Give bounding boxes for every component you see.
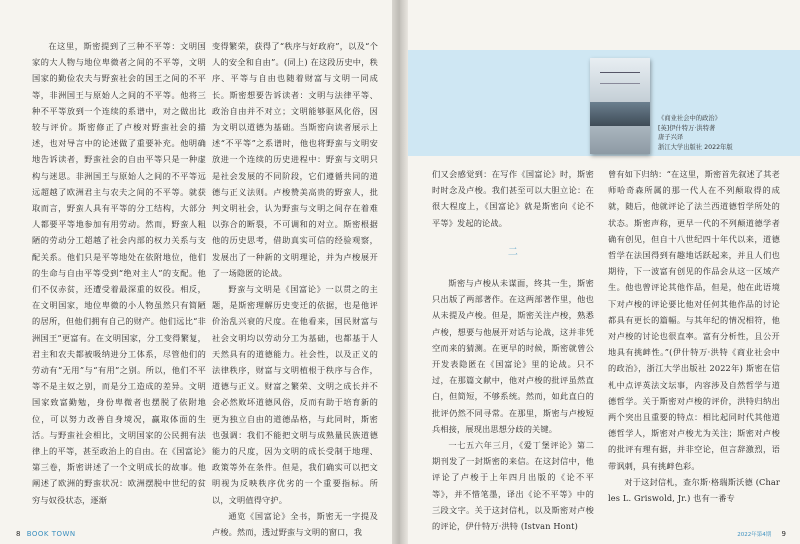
right-page-column-1	[432, 166, 594, 532]
book-translator: 唐子兴译	[658, 134, 684, 142]
paragraph: 在这里，斯密提到了三种不平等：文明国家的大人物与地位卑微者之间的不平等，文明国家的勤俭农夫与野蛮社会的国王之间的不平等，非洲国王与原始人之间的不平等。他将三种不平等放到一个连续的系谱中，对之做出比较与评价。斯密修正了卢梭对野蛮社会的描述，也对导言中的论述做了重要补充。他明确地告诉读者，野蛮社会的自由平等只是一种虚构与迷思。非洲国王与原始人之间的不平等远远超越了欧洲君主与农夫之间的不平等。就获取而言，野蛮人具有平等的分工结构，大部分人都要平等地参加有用劳动。然而，野蛮人粗陋的劳动分工超越了社会内部的权力关系与支配关系。他们只是平等地处在依附地位，他们的生命与自由平等受到“绝对主人”的支配。他们不仅赤贫，还遭受着最深重的奴役。相反，在文明国家，地位卑微的小人物虽然只有简陋的居所，但他们拥有自己的财产。他们远比“非洲国王”更富有。在文明国家，分工变得繁复，君主和农夫都被吸纳进分工体系，尽管他们的劳动有“无用”与“有用”之别。所以，他们不平等不是主奴之别，而是分工造成的差异。文明国家致富勤勉，身份卑微者也摆脱了依附地位，可以努力改善自身境况，赢取体面的生活。与野蛮社会相比，文明国家的公民拥有法律上的平等，甚至政治上的自由。在《国富论》第三卷，斯密讲述了一个文明成长的故事。他阐述了欧洲的野蛮状况：欧洲摆脱中世纪的贫穷与奴役状态，逐渐	[32, 41, 206, 505]
left-page	[0, 0, 392, 544]
left-page-folio	[16, 530, 76, 538]
paragraph: 野蛮与文明是《国富论》一以贯之的主题，是斯密理解历史变迁的依据，也是他评价治乱兴衰的尺度。在他看来，国民财富与社会文明均以劳动分工为基础，也都基于人天然具有的道德能力。社会性，以及正义的法律秩序，财富与文明植根于秩序与合作，道德与正义。财富之繁荣、文明之成长并不会必然败坏道德风俗，反而有助于培育新的更为独立自由的道德品格，与此同时，斯密也强调：我们不能把文明与成熟量民族道德能力的尺度，因为文明的成长受制于地理、政策等外在条件。但是，我们确实可以把文明视为反映秩序优劣的一个重要指标。所以，文明值得守护。	[212, 284, 378, 505]
magazine-brand: BOOK TOWN	[26, 530, 76, 538]
paragraph: 斯密与卢梭从未谋面，终其一生，斯密只出版了两部著作。在这两部著作里，他也从未提及卢梭。但是，斯密关注卢梭，熟悉卢梭，想要与他展开对话与论战，这并非凭空而来的猜测。在更早的时候，斯密就曾公开发表隐匿在《国富论》里的论战。只不过，在那篇文献中，他对卢梭的批评虽然直白，但简短，不够系统。然而，如此直白的批评仍然不同寻常。在那里，斯密与卢梭短兵相接，展现出思想分歧的关键。	[432, 278, 594, 434]
book-publisher: 浙江大学出版社 2022年版	[658, 143, 733, 151]
page-number: 8	[16, 530, 21, 538]
right-page	[408, 0, 800, 544]
book-gutter	[392, 0, 408, 544]
left-page-column-2	[212, 38, 378, 538]
paragraph: 通览《国富论》全书，斯密无一字提及卢梭。然而，透过野蛮与文明的窗口，我	[212, 510, 378, 538]
page-number: 9	[781, 530, 786, 538]
paragraph: 曾有如下归纳：“在这里，斯密首先叙述了其老师哈奇森所属的那一代人在不列颠取得的成就，随后，他就评论了法兰西道德哲学所处的状态。斯密声称，更早一代的不列颠道德学者确有创见，但自十八世纪四十年代以来，道德哲学在法国得到有趣地话跃起来，并且人们也期待，下一波富有创见的作品会从这一区域产生。他也曾评论其他作品，但是，他在此语境下对卢梭的评论要比他对任何其他作品的讨论都具有更长的篇幅。与其年纪的情况相符，他对卢梭的讨论也很直率。富有分析性，且公开地具有挑衅性。”(伊什特万·洪特《商业社会中的政治》，浙江大学出版社 2022年) 斯密在信札中点评英法文坛事，内容涉及自然哲学与道德哲学。关于斯密对卢梭的评价，洪特归纳出两个突出且重要的特点：相比起同时代其他道德哲学人，斯密对卢梭尤为关注；斯密对卢梭的批评有理有据，并非空论，但言辞激烈，语带讽刺，具有挑衅色彩。	[608, 169, 780, 471]
paragraph: 们又会感觉到：在写作《国富论》时，斯密时时念及卢梭。我们甚至可以大胆立论：在很大程度上，《国富论》就是斯密向《论不平等》发起的论战。	[432, 169, 594, 228]
right-page-folio	[737, 530, 786, 538]
paragraph: 对于这封信札，查尔斯·格瑞斯沃德 (Charles L. Griswold, Jr.) 也有一番专	[608, 476, 780, 504]
book-banner	[408, 50, 800, 156]
book-title: 《商业社会中的政治》	[658, 115, 721, 122]
paragraph: 一七五六年三月，《爱丁堡评论》第二期刊发了一封斯密的来信。在这封信中，他评论了卢梭于上年四月出版的《论不平等》，并不惜笔墨，译出《论不平等》中的三段文字。关于这封信札，以及斯密对卢梭的评论，伊什特万·洪特 (Istvan Hont)	[432, 440, 594, 532]
issue-label: 2022年第4期	[737, 532, 772, 538]
book-author: [英]伊什特万·洪特著	[658, 124, 716, 132]
left-page-column-1	[32, 38, 206, 516]
book-info	[658, 114, 798, 152]
paragraph: 变得繁荣，获得了“秩序与好政府”，以及“个人的安全和自由”。(同上) 在这段历史中，秩序、平等与自由也随着财富与文明一同成长。斯密想要告诉读者：文明与法律平等、政治自由并不对立；文明能够驱风化俗，因为文明以道德为基础。当斯密向读者展示上述“不平等”之系谱时，他也将野蛮与文明安放进一个连续的历史进程中：野蛮与文明只是社会发展的不同阶段，它们遵循共同的道德与正义法则。卢梭赞美高贵的野蛮人，批判文明社会，认为野蛮与文明之间存在着难以弥合的断裂，不可调和的对立。斯密根据他的历史思考，借助真实可信的经验观察，发展出了一种新的文明理论，并为卢梭展开了一场隐匿的论战。	[212, 41, 378, 278]
right-page-column-2	[608, 166, 780, 516]
book-cover-image	[590, 58, 650, 154]
section-number: 二	[507, 246, 519, 258]
